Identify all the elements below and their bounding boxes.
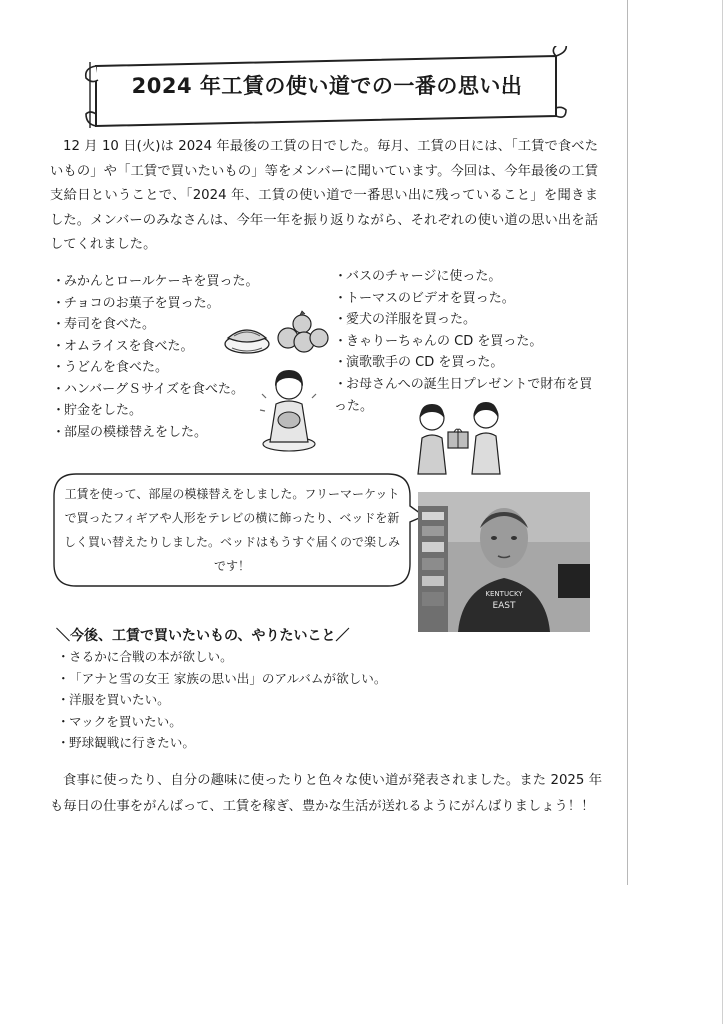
page-edge-line (627, 0, 628, 885)
memory-list-right (334, 266, 599, 418)
list-item: ・みかんとロールケーキを買った。 (52, 274, 259, 289)
page-edge-line-right (722, 0, 723, 1024)
intro-paragraph: 12 月 10 日(火)は 2024 年最後の工賃の日でした。毎月、工賃の日には、「工賃で食べたいもの」や「工賃で買いたいもの」等をメンバーに聞いています。今回は、今年最後の工賃支給日ということで、「2024 年、工賃の使い道で一番思い出に残っていること」を聞きました。メンバーのみなさんは、今年一年を振り返りながら、それぞれの使い道の思い出を話してくれました。 (50, 139, 598, 252)
speech-text: 工賃を使って、部屋の模様替えをしました。フリーマーケットで買ったフィギアや人形をテレビの横に飾ったり、ベッドを新しく買い替えたりしました。ベッドはもうすぐ届くので楽しみです！ (64, 487, 401, 573)
girl-with-piggybank-illustration (256, 364, 322, 454)
list-item: ・演歌歌手の CD を買った。 (334, 355, 504, 370)
list-item: ・マックを買いたい。 (57, 713, 182, 729)
list-item: ・野球観戦に行きたい。 (57, 735, 195, 750)
list-item: ・愛犬の洋服を買った。 (334, 312, 477, 327)
list-item: ・トーマスのビデオを買った。 (334, 290, 515, 306)
sushi-illustration (222, 318, 272, 358)
closing-paragraph: 食事に使ったり、自分の趣味に使ったりと色々な使い道が発表されました。また 2025 年も毎日の仕事をがんばって、工賃を稼ぎ、豊かな生活が送れるようにがんばりましょう！！ (50, 773, 602, 814)
list-item: ・バスのチャージに使った。 (334, 269, 502, 284)
list-item: ・チョコのお菓子を買った。 (52, 295, 220, 311)
member-photo-image (418, 492, 590, 632)
list-item: ・部屋の模様替えをした。 (52, 424, 208, 440)
list-item: ・「アナと雪の女王 家族の思い出」のアルバムが欲しい。 (57, 670, 387, 686)
list-item: ・きゃりーちゃんの CD を買った。 (334, 333, 543, 349)
list-item: ・寿司を食べた。 (52, 317, 156, 332)
oranges-illustration (273, 310, 331, 356)
member-photo (418, 492, 590, 632)
page-title: 2024 年工賃の使い道での一番の思い出 (131, 74, 523, 98)
present-giving-illustration (414, 400, 506, 476)
list-item: ・ハンバーグＳサイズを食べた。 (52, 381, 245, 397)
list-item: ・オムライスを食べた。 (52, 338, 194, 354)
list-item: ・うどんを食べた。 (52, 360, 169, 375)
list-item: ・洋服を買いたい。 (57, 692, 170, 707)
future-list (57, 646, 386, 754)
list-item: ・さるかに合戦の本が欲しい。 (57, 649, 233, 664)
list-item: ・貯金をした。 (52, 403, 143, 418)
speech-bubble (52, 472, 412, 586)
shirt-print-line2: EAST (492, 601, 516, 611)
list-item: ・お母さんへの誕生日プレゼントで財布を買った。 (334, 376, 593, 414)
title-banner (82, 46, 572, 130)
future-heading: ＼今後、工賃で買いたいもの、やりたいこと／ (56, 628, 350, 644)
shirt-print-line1: KENTUCKY (485, 590, 523, 598)
